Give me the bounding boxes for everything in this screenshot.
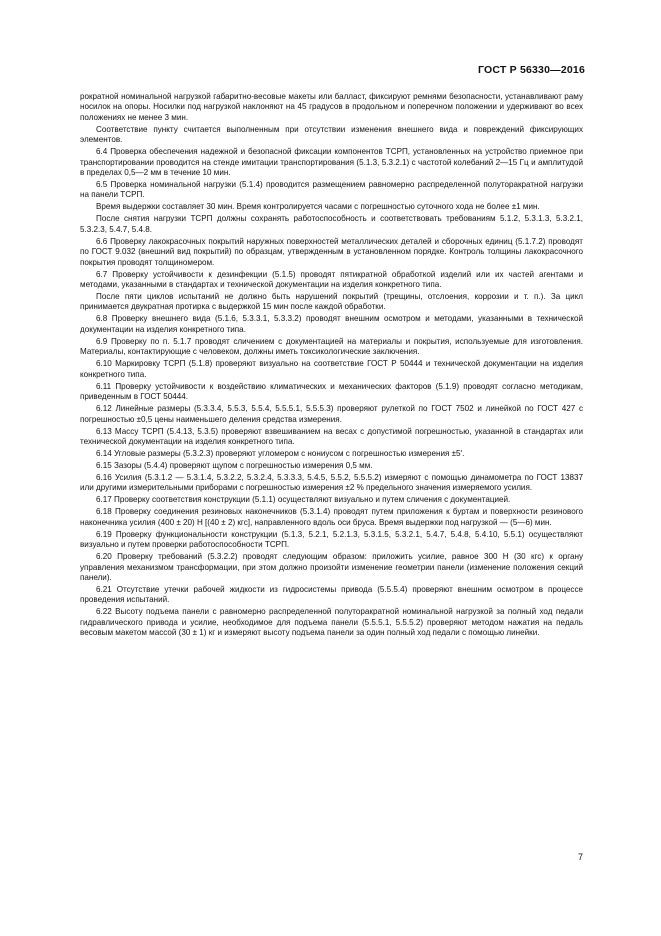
paragraph-6-5: 6.5 Проверка номинальной нагрузки (5.1.4) проводится размещением равномерно распределенной полуторакратной нагрузки на панели ТСРП. bbox=[80, 180, 583, 200]
paragraph-6-11: 6.11 Проверку устойчивости к воздействию климатических и механических факторов (5.1.9) проводят согласно методикам, приведенным в ГОСТ 50444. bbox=[80, 381, 583, 402]
paragraph: рократной номинальной нагрузкой габаритно-весовые макеты или балласт, фиксируют ремнями безопасности, устанавливают раму носилок на опоры. Носилки под нагрузкой наклоняют на 45 градусов в продольном и поперечном положении и удерживают во всех положениях не менее 3 мин. bbox=[80, 92, 583, 122]
paragraph-6-14: 6.14 Угловые размеры (5.3.2.3) проверяют угломером с нониусом с погрешностью измерения ±5'. bbox=[96, 448, 465, 458]
document-code-header: ГОСТ Р 56330—2016 bbox=[477, 64, 585, 76]
paragraph-6-12: 6.12 Линейные размеры (5.3.3.4, 5.5.3, 5.5.4, 5.5.5.1, 5.5.5.3) проверяют рулеткой по ГОСТ 7502 и линейкой по ГОСТ 427 с погрешностью ±0,5 цены наименьшего деления средства измерения. bbox=[80, 404, 583, 424]
paragraph-6-8: 6.8 Проверку внешнего вида (5.1.6, 5.3.3.1, 5.3.3.2) проводят внешним осмотром и методами, указанными в технической документации на изделия конкретного типа. bbox=[80, 314, 583, 334]
paragraph-6-17: 6.17 Проверку соответствия конструкции (5.1.1) осуществляют визуально и путем сличения с документацией. bbox=[96, 495, 511, 505]
paragraph-6-6: 6.6 Проверку лакокрасочных покрытий наружных поверхностей металлических деталей и сборочных единиц (5.1.7.2) проводят по ГОСТ 9.032 (внешний вид покрытий) по образцам, утвержденным в установленном порядке. Контроль толщины лакокрасочного покрытия проводят толщиномером. bbox=[80, 236, 583, 267]
paragraph-6-15: 6.15 Зазоры (5.4.4) проверяют щупом с погрешностью измерения 0,5 мм. bbox=[96, 460, 373, 470]
paragraph: Соответствие пункту считается выполненным при отсутствии изменения внешнего вида и повреждений фиксирующих элементов. bbox=[80, 124, 583, 145]
paragraph-6-4: 6.4 Проверка обеспечения надежной и безопасной фиксации компонентов ТСРП, установленных на устройство приемное при транспортировании проводится на стенде имитации транспортирования (5.1.3, 5.3.2.1) с частотой колебаний 2—15 Гц и амплитудой в пределах 0,5—2 мм в течение 10 мин. bbox=[80, 147, 583, 178]
paragraph-6-20: 6.20 Проверку требований (5.3.2.2) проводят следующим образом: приложить усилие, равное 300 Н (30 кгс) к органу управления механизмом трансформации, при этом должно произойти изменение геометрии панели (изменение положения секций панели). bbox=[80, 552, 583, 582]
paragraph: После пяти циклов испытаний не должно быть нарушений покрытий (трещины, отслоения, коррозии и т. п.). За цикл принимается двукратная протирка с выдержкой 15 мин после каждой обработки. bbox=[80, 292, 583, 312]
paragraph-6-16: 6.16 Усилия (5.3.1.2 — 5.3.1.4, 5.3.2.2, 5.3.2.4, 5.3.3.3, 5.4.5, 5.5.2, 5.5.5.2) измеряют с помощью динамометра по ГОСТ 13837 или другими измерительными приборами с погрешностью измерения ±2 % предельного значения измеряемого усилия. bbox=[80, 472, 583, 493]
paragraph-6-13: 6.13 Массу ТСРП (5.4.13, 5.3.5) проверяют взвешиванием на весах с допустимой погрешностью, указанной в стандартах или технической документации на изделия конкретного типа. bbox=[80, 426, 583, 446]
paragraph-6-18: 6.18 Проверку соединения резиновых наконечников (5.3.1.4) проводят путем приложения к буртам и поверхности резинового наконечника усилия (400 ± 20) Н [(40 ± 2) кгс], направленного вдоль оси бруса. Время выдержки под нагрузкой — (5—6) мин. bbox=[80, 507, 583, 527]
document-body bbox=[80, 92, 583, 640]
paragraph-6-19: 6.19 Проверку функциональности конструкции (5.1.3, 5.2.1, 5.2.1.3, 5.3.1.5, 5.3.2.1, 5.4.7, 5.4.8, 5.4.10, 5.5.1) осуществляют визуально и путем проверки работоспособности ТСРП. bbox=[80, 529, 583, 550]
page-number: 7 bbox=[577, 852, 583, 862]
paragraph: Время выдержки составляет 30 мин. Время контролируется часами с погрешностью суточного хода не более ±1 мин. bbox=[96, 202, 540, 212]
paragraph-6-21: 6.21 Отсутствие утечки рабочей жидкости из гидросистемы привода (5.5.5.4) проверяют внешним осмотром в процессе проведения испытаний. bbox=[80, 584, 583, 605]
paragraph-6-9: 6.9 Проверку по п. 5.1.7 проводят сличением с документацией на материалы и покрытия, используемые для изготовления. Материалы, контактирующие с человеком, должны иметь токсикологические заключения. bbox=[80, 336, 583, 357]
paragraph: После снятия нагрузки ТСРП должны сохранять работоспособность и соответствовать требованиям 5.1.2, 5.3.1.3, 5.3.2.1, 5.3.2.3, 5.4.7, 5.4.8. bbox=[80, 214, 583, 234]
paragraph-6-10: 6.10 Маркировку ТСРП (5.1.8) проверяют визуально на соответствие ГОСТ Р 50444 и технической документации на изделия конкретного типа. bbox=[80, 359, 583, 379]
paragraph-6-7: 6.7 Проверку устойчивости к дезинфекции (5.1.5) проводят пятикратной обработкой изделий или их частей агентами и методами, указанными в стандартах и технической документации на изделия конкретного типа. bbox=[80, 269, 583, 290]
paragraph-6-22: 6.22 Высоту подъема панели с равномерно распределенной полуторакратной номинальной нагрузкой за полный ход педали гидравлического привода и усилие, необходимое для подъема панели (5.5.5.1, 5.5.5.2) проверяют методом нажатия на педаль весовым макетом массой (30 ± 1) кг и измеряют высоту подъема панели за один полный ход педали с помощью линейки. bbox=[80, 607, 583, 638]
